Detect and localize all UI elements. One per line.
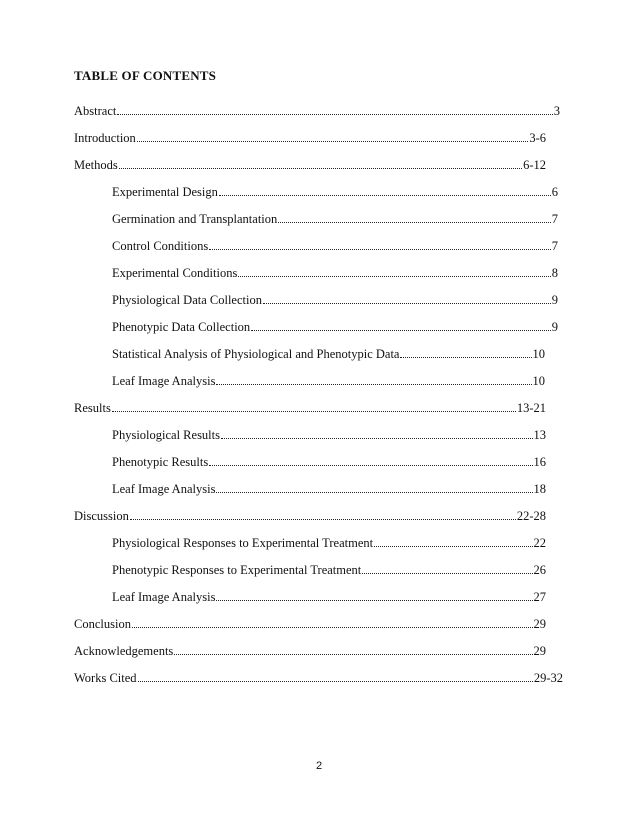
toc-subentry: [112, 427, 546, 443]
toc-entry-page: 9: [551, 293, 558, 307]
dot-leader: [251, 319, 551, 331]
toc-entry-title: Experimental Design: [112, 185, 218, 199]
toc-entry-title: Introduction: [74, 131, 136, 145]
toc-entry-title: Phenotypic Results: [112, 455, 209, 469]
dot-leader: [400, 346, 531, 358]
toc-entry-title: Statistical Analysis of Physiological and Phenotypic Data: [112, 347, 400, 361]
toc-entry-page: 13: [533, 428, 546, 442]
dot-leader: [238, 265, 550, 277]
toc-entry-page: 22: [533, 536, 546, 550]
toc-entry: [74, 130, 546, 146]
toc-entry-page: 13-21: [516, 401, 546, 415]
toc-entry-title: Germination and Transplantation: [112, 212, 278, 226]
toc-subentry: [112, 589, 546, 605]
toc-subentry: [112, 211, 558, 227]
dot-leader: [219, 184, 551, 196]
toc-entry: [74, 643, 546, 659]
dot-leader: [119, 157, 522, 169]
toc-entry-page: 16: [533, 455, 546, 469]
toc-entry-title: Discussion: [74, 509, 129, 523]
dot-leader: [130, 508, 516, 520]
toc-subentry: [112, 292, 558, 308]
toc-entry: [74, 103, 560, 119]
dot-leader: [278, 211, 550, 223]
toc-entry-title: Physiological Results: [112, 428, 220, 442]
toc-entry-page: 7: [551, 212, 558, 226]
dot-leader: [362, 562, 532, 574]
dot-leader: [137, 130, 529, 142]
toc-entry-page: 29: [533, 644, 546, 658]
toc-subentry: [112, 319, 558, 335]
toc-subentry: [112, 346, 545, 362]
toc-entry-title: Physiological Data Collection: [112, 293, 262, 307]
toc-entry-title: Physiological Responses to Experimental Treatment: [112, 536, 374, 550]
dot-leader: [132, 616, 533, 628]
toc-entry-page: 7: [551, 239, 558, 253]
toc-subentry: [112, 535, 546, 551]
toc-entry-page: 9: [551, 320, 558, 334]
toc-entry-title: Phenotypic Data Collection: [112, 320, 251, 334]
toc-entry-page: 18: [533, 482, 546, 496]
page-number: 2: [315, 760, 323, 772]
dot-leader: [216, 373, 531, 385]
toc-entry-page: 22-28: [516, 509, 546, 523]
toc-entry-title: Experimental Conditions: [112, 266, 238, 280]
toc-entry: [74, 508, 546, 524]
toc-subentry: [112, 481, 546, 497]
toc-entry-title: Leaf Image Analysis: [112, 374, 216, 388]
toc-entry-title: Acknowledgements: [74, 644, 174, 658]
toc-entry: [74, 616, 546, 632]
toc-entry-page: 6: [551, 185, 558, 199]
toc-entry-title: Results: [74, 401, 111, 415]
toc-entry-page: 29-32: [533, 671, 563, 685]
toc-entry: [74, 157, 546, 173]
toc-subentry: [112, 562, 546, 578]
toc-subentry: [112, 373, 545, 389]
toc-subentry: [112, 238, 558, 254]
dot-leader: [112, 400, 516, 412]
toc-entry-page: 29: [533, 617, 546, 631]
toc-entry-page: 27: [533, 590, 546, 604]
toc-entry: [74, 400, 546, 416]
dot-leader: [374, 535, 532, 547]
toc-entry-title: Leaf Image Analysis: [112, 482, 216, 496]
page-title: TABLE OF CONTENTS: [74, 68, 217, 83]
toc-entry-page: 26: [533, 563, 546, 577]
dot-leader: [263, 292, 551, 304]
dot-leader: [209, 454, 532, 466]
toc-entry-title: Methods: [74, 158, 118, 172]
dot-leader: [221, 427, 533, 439]
toc-subentry: [112, 184, 558, 200]
dot-leader: [117, 103, 552, 115]
toc-entry-page: 6-12: [523, 158, 546, 172]
toc-entry-page: 10: [532, 347, 545, 361]
toc-entry-title: Phenotypic Responses to Experimental Treatment: [112, 563, 362, 577]
toc-entry-page: 10: [532, 374, 545, 388]
toc-entry-page: 8: [551, 266, 558, 280]
dot-leader: [216, 481, 532, 493]
toc-entry-title: Works Cited: [74, 671, 137, 685]
toc-subentry: [112, 454, 546, 470]
toc-entry-title: Control Conditions: [112, 239, 209, 253]
dot-leader: [138, 670, 533, 682]
dot-leader: [216, 589, 532, 601]
toc-entry-page: 3-6: [529, 131, 546, 145]
dot-leader: [209, 238, 551, 250]
dot-leader: [174, 643, 532, 655]
toc-entry-page: 3: [553, 104, 560, 118]
toc-entry-title: Leaf Image Analysis: [112, 590, 216, 604]
toc-subentry: [112, 265, 558, 281]
toc-entry-title: Conclusion: [74, 617, 131, 631]
toc-entry-title: Abstract: [74, 104, 117, 118]
toc-entry: [74, 670, 563, 686]
